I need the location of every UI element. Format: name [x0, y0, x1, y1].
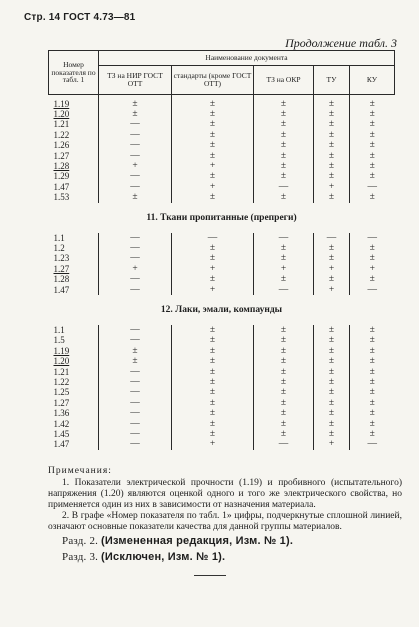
- indicator-number-text: 1.19: [53, 345, 70, 356]
- indicator-number: [49, 419, 99, 429]
- indicator-number: [49, 367, 99, 377]
- applicability-cell: ±: [254, 419, 314, 429]
- applicability-cell: ±: [172, 151, 254, 161]
- table-row: [49, 367, 395, 377]
- indicator-number-text: 1.19: [53, 98, 70, 109]
- applicability-cell: ±: [314, 161, 350, 171]
- applicability-cell: ±: [172, 119, 254, 129]
- applicability-cell: ±: [314, 356, 350, 366]
- applicability-cell: —: [350, 285, 395, 295]
- applicability-cell: ±: [254, 151, 314, 161]
- applicability-cell: ±: [99, 99, 172, 109]
- applicability-cell: ±: [254, 398, 314, 408]
- indicator-number: [49, 161, 99, 171]
- applicability-cell: ±: [254, 130, 314, 140]
- applicability-cell: ±: [254, 140, 314, 150]
- table-row: [49, 233, 395, 243]
- indicator-number: [49, 233, 99, 243]
- applicability-cell: ±: [99, 192, 172, 202]
- end-rule: [194, 575, 226, 576]
- applicability-cell: ±: [172, 429, 254, 439]
- applicability-cell: ±: [314, 119, 350, 129]
- applicability-cell: ±: [350, 192, 395, 202]
- applicability-cell: —: [99, 119, 172, 129]
- applicability-cell: —: [99, 367, 172, 377]
- applicability-cell: ±: [99, 346, 172, 356]
- table-row: [49, 439, 395, 449]
- indicator-number-text: 1.42: [53, 418, 70, 429]
- applicability-cell: ±: [314, 346, 350, 356]
- applicability-cell: ±: [172, 243, 254, 253]
- applicability-cell: ±: [254, 253, 314, 263]
- applicability-cell: ±: [99, 109, 172, 119]
- applicability-cell: ±: [350, 151, 395, 161]
- applicability-cell: —: [99, 387, 172, 397]
- col-header-tu: ТУ: [314, 66, 350, 95]
- applicability-cell: +: [172, 264, 254, 274]
- applicability-cell: ±: [172, 171, 254, 181]
- table-row: [49, 346, 395, 356]
- applicability-cell: —: [99, 408, 172, 418]
- applicability-cell: ±: [350, 130, 395, 140]
- applicability-cell: ±: [254, 367, 314, 377]
- applicability-cell: —: [99, 253, 172, 263]
- applicability-cell: ±: [254, 192, 314, 202]
- applicability-cell: ±: [172, 109, 254, 119]
- applicability-cell: ±: [350, 274, 395, 284]
- section-heading-row: [49, 295, 395, 325]
- applicability-cell: —: [99, 243, 172, 253]
- applicability-cell: ±: [350, 171, 395, 181]
- applicability-cell: +: [172, 439, 254, 449]
- section-heading-row: [49, 203, 395, 233]
- applicability-cell: —: [99, 439, 172, 449]
- table-row: [49, 171, 395, 181]
- indicator-number: [49, 140, 99, 150]
- indicator-number: [49, 398, 99, 408]
- col-header-ku: КУ: [350, 66, 395, 95]
- applicability-cell: ±: [254, 109, 314, 119]
- table-row: [49, 130, 395, 140]
- table-row: [49, 285, 395, 295]
- indicator-number-text: 1.5: [53, 335, 65, 346]
- applicability-cell: ±: [314, 377, 350, 387]
- applicability-cell: ±: [314, 325, 350, 335]
- applicability-cell: +: [172, 182, 254, 192]
- applicability-cell: ±: [314, 429, 350, 439]
- indicator-number-text: 1.47: [53, 439, 70, 450]
- table-row: [49, 419, 395, 429]
- table-row: [49, 161, 395, 171]
- applicability-cell: —: [254, 233, 314, 243]
- applicability-cell: +: [172, 161, 254, 171]
- applicability-cell: +: [99, 161, 172, 171]
- applicability-cell: ±: [254, 171, 314, 181]
- table-row: [49, 429, 395, 439]
- applicability-cell: ±: [314, 419, 350, 429]
- indicator-number: [49, 130, 99, 140]
- applicability-cell: ±: [314, 243, 350, 253]
- indicator-number: [49, 377, 99, 387]
- indicator-number: [49, 285, 99, 295]
- applicability-cell: ±: [314, 109, 350, 119]
- indicator-number-text: 1.29: [53, 171, 70, 182]
- indicator-number: [49, 264, 99, 274]
- indicator-number-text: 1.53: [53, 192, 70, 203]
- table-row: [49, 140, 395, 150]
- table-row: [49, 99, 395, 109]
- applicability-cell: +: [314, 264, 350, 274]
- indicator-number-text: 1.26: [53, 140, 70, 151]
- applicability-cell: ±: [254, 119, 314, 129]
- applicability-cell: ±: [314, 140, 350, 150]
- amendment-text: (Измененная редакция, Изм. № 1).: [101, 535, 294, 547]
- table-row: [49, 151, 395, 161]
- applicability-cell: ±: [314, 99, 350, 109]
- applicability-cell: ±: [172, 253, 254, 263]
- indicator-number-text: 1.28: [53, 274, 70, 285]
- col-header-document-group: Наименование документа: [99, 51, 395, 66]
- indicator-number: [49, 408, 99, 418]
- applicability-cell: +: [99, 264, 172, 274]
- table-row: [49, 119, 395, 129]
- applicability-cell: +: [350, 264, 395, 274]
- indicator-number-text: 1.21: [53, 366, 70, 377]
- col-header-standards: стандарты (кроме ГОСТ ОТТ): [172, 66, 254, 95]
- applicability-cell: +: [172, 285, 254, 295]
- applicability-cell: ±: [254, 243, 314, 253]
- indicator-number: [49, 171, 99, 181]
- indicator-number: [49, 109, 99, 119]
- indicator-number-text: 1.23: [53, 253, 70, 264]
- table-row: [49, 109, 395, 119]
- table-row: [49, 335, 395, 345]
- table-row: [49, 243, 395, 253]
- applicability-cell: ±: [172, 140, 254, 150]
- section-heading: 12. Лаки, эмали, компаунды: [160, 305, 283, 315]
- applicability-cell: ±: [350, 398, 395, 408]
- applicability-cell: ±: [350, 367, 395, 377]
- note-1: 1. Показатели электрической прочности (1.19) и пробивного (испытательного) напряжения (1.20) являются оценкой одного и того же электрического свойства, но применяется один из них в зависимости от назначения материала.: [48, 478, 402, 510]
- applicability-cell: ±: [254, 99, 314, 109]
- applicability-cell: ±: [172, 398, 254, 408]
- indicator-number-text: 1.27: [53, 263, 70, 274]
- applicability-cell: ±: [254, 356, 314, 366]
- table-row: [49, 408, 395, 418]
- applicability-cell: —: [99, 325, 172, 335]
- applicability-cell: —: [99, 419, 172, 429]
- indicator-number: [49, 151, 99, 161]
- applicability-cell: ±: [350, 109, 395, 119]
- page-header: Стр. 14 ГОСТ 4.73—81: [24, 12, 136, 23]
- notes-title: Примечания:: [48, 466, 112, 476]
- applicability-cell: —: [99, 377, 172, 387]
- indicator-number: [49, 274, 99, 284]
- indicator-number-text: 1.1: [53, 325, 65, 335]
- applicability-cell: —: [350, 439, 395, 449]
- applicability-cell: ±: [254, 387, 314, 397]
- table-row: [49, 264, 395, 274]
- col-header-indicator-number: Номер показателя по табл. 1: [49, 51, 99, 95]
- applicability-cell: ±: [172, 325, 254, 335]
- applicability-cell: —: [172, 233, 254, 243]
- applicability-cell: ±: [172, 130, 254, 140]
- applicability-cell: —: [99, 151, 172, 161]
- applicability-cell: ±: [350, 325, 395, 335]
- table-row: [49, 253, 395, 263]
- requirements-table: [48, 50, 395, 450]
- applicability-cell: ±: [314, 253, 350, 263]
- applicability-cell: ±: [254, 274, 314, 284]
- applicability-cell: ±: [314, 367, 350, 377]
- applicability-cell: ±: [314, 387, 350, 397]
- applicability-cell: +: [314, 285, 350, 295]
- applicability-cell: ±: [350, 377, 395, 387]
- col-header-tz-okr: ТЗ на ОКР: [254, 66, 314, 95]
- applicability-cell: ±: [254, 346, 314, 356]
- indicator-number-text: 1.20: [53, 356, 70, 367]
- applicability-cell: ±: [172, 356, 254, 366]
- indicator-number: [49, 119, 99, 129]
- indicator-number: [49, 356, 99, 366]
- applicability-cell: —: [350, 233, 395, 243]
- applicability-cell: ±: [314, 171, 350, 181]
- section-heading: 11. Ткани пропитанные (препреги): [146, 212, 297, 223]
- indicator-number: [49, 253, 99, 263]
- applicability-cell: ±: [254, 377, 314, 387]
- indicator-number-text: 1.2: [53, 242, 65, 253]
- indicator-number: [49, 243, 99, 253]
- indicator-number: [49, 335, 99, 345]
- indicator-number: [49, 429, 99, 439]
- applicability-cell: ±: [314, 192, 350, 202]
- applicability-cell: —: [99, 274, 172, 284]
- applicability-cell: —: [99, 233, 172, 243]
- indicator-number-text: 1.20: [53, 108, 70, 119]
- applicability-cell: ±: [314, 408, 350, 418]
- indicator-number: [49, 99, 99, 109]
- note-2: 2. В графе «Номер показателя по табл. 1» цифры, подчеркнутые сплошной линией, означают основные показатели качества для данной группы материалов.: [48, 511, 402, 532]
- applicability-cell: ±: [254, 335, 314, 345]
- applicability-cell: +: [314, 439, 350, 449]
- table-continuation-label: Продолжение табл. 3: [285, 36, 397, 50]
- applicability-cell: ±: [350, 119, 395, 129]
- indicator-number-text: 1.22: [53, 129, 70, 140]
- applicability-cell: +: [254, 264, 314, 274]
- table-row: [49, 325, 395, 335]
- applicability-cell: ±: [314, 274, 350, 284]
- indicator-number-text: 1.22: [53, 377, 70, 388]
- applicability-cell: —: [350, 182, 395, 192]
- indicator-number-text: 1.47: [53, 181, 70, 192]
- amendment-label: Разд. 3.: [62, 551, 99, 563]
- applicability-cell: ±: [172, 346, 254, 356]
- applicability-cell: ±: [254, 429, 314, 439]
- applicability-cell: ±: [172, 335, 254, 345]
- amendment-section-2: [62, 535, 293, 547]
- applicability-cell: ±: [172, 408, 254, 418]
- applicability-cell: ±: [350, 356, 395, 366]
- indicator-number-text: 1.28: [53, 160, 70, 171]
- table-row: [49, 274, 395, 284]
- indicator-number-text: 1.36: [53, 408, 70, 419]
- applicability-cell: ±: [350, 140, 395, 150]
- applicability-cell: ±: [172, 99, 254, 109]
- applicability-cell: ±: [350, 253, 395, 263]
- table-row: [49, 377, 395, 387]
- applicability-cell: ±: [99, 356, 172, 366]
- applicability-cell: —: [99, 398, 172, 408]
- applicability-cell: ±: [172, 367, 254, 377]
- applicability-cell: ±: [172, 419, 254, 429]
- applicability-cell: —: [99, 335, 172, 345]
- applicability-cell: ±: [350, 408, 395, 418]
- indicator-number: [49, 192, 99, 202]
- indicator-number-text: 1.27: [53, 150, 70, 161]
- indicator-number: [49, 182, 99, 192]
- applicability-cell: ±: [314, 130, 350, 140]
- applicability-cell: —: [99, 182, 172, 192]
- table-body: [49, 95, 395, 450]
- applicability-cell: ±: [350, 419, 395, 429]
- applicability-cell: ±: [172, 387, 254, 397]
- applicability-cell: ±: [254, 325, 314, 335]
- applicability-cell: —: [99, 429, 172, 439]
- indicator-number-text: 1.25: [53, 387, 70, 398]
- applicability-cell: ±: [172, 377, 254, 387]
- applicability-cell: —: [99, 130, 172, 140]
- indicator-number: [49, 325, 99, 335]
- indicator-number-text: 1.1: [53, 232, 65, 243]
- indicator-number: [49, 346, 99, 356]
- applicability-cell: —: [254, 439, 314, 449]
- applicability-cell: ±: [314, 335, 350, 345]
- col-header-tz-nir: ТЗ на НИР ГОСТ ОТТ: [99, 66, 172, 95]
- indicator-number-text: 1.21: [53, 119, 70, 130]
- applicability-cell: —: [254, 285, 314, 295]
- indicator-number: [49, 387, 99, 397]
- table-row: [49, 356, 395, 366]
- applicability-cell: ±: [172, 274, 254, 284]
- applicability-cell: ±: [350, 335, 395, 345]
- applicability-cell: ±: [350, 429, 395, 439]
- applicability-cell: ±: [254, 408, 314, 418]
- applicability-cell: ±: [314, 398, 350, 408]
- applicability-cell: —: [99, 285, 172, 295]
- applicability-cell: —: [254, 182, 314, 192]
- applicability-cell: —: [99, 171, 172, 181]
- notes-block: [48, 466, 402, 533]
- amendment-label: Разд. 2.: [62, 535, 99, 547]
- applicability-cell: ±: [350, 243, 395, 253]
- table-row: [49, 387, 395, 397]
- amendment-text: (Исключен, Изм. № 1).: [101, 551, 226, 563]
- indicator-number-text: 1.27: [53, 397, 70, 408]
- applicability-cell: —: [99, 140, 172, 150]
- amendment-section-3: [62, 551, 225, 563]
- applicability-cell: ±: [254, 161, 314, 171]
- indicator-number-text: 1.45: [53, 429, 70, 440]
- applicability-cell: ±: [314, 151, 350, 161]
- applicability-cell: ±: [350, 161, 395, 171]
- applicability-cell: ±: [172, 192, 254, 202]
- applicability-cell: —: [314, 233, 350, 243]
- indicator-number: [49, 439, 99, 449]
- table-row: [49, 398, 395, 408]
- applicability-cell: +: [314, 182, 350, 192]
- table-row: [49, 182, 395, 192]
- indicator-number-text: 1.47: [53, 284, 70, 295]
- table-row: [49, 192, 395, 202]
- applicability-cell: ±: [350, 387, 395, 397]
- applicability-cell: ±: [350, 99, 395, 109]
- applicability-cell: ±: [350, 346, 395, 356]
